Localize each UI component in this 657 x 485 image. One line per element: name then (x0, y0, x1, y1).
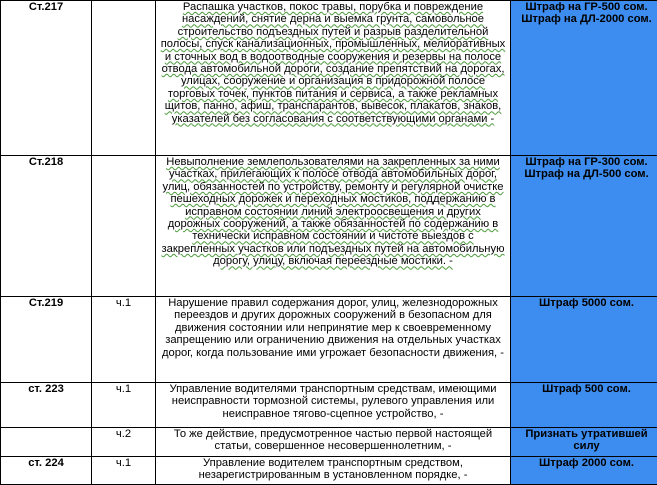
description-text: Невыполнение землепользователями на закрепленных за ними участках, прилегающих к полосе отвода автомобильных дорог, улиц, обязанностей по устройству, ремонту и регулярной очистке пешеходных дорожек и переходных мостиков, поддержанию в исправном состоянии линий электроосвещения и других дорожных сооружений, а также обязанностей по содержанию в технически исправном состоянии и чистоте выездов с закрепленных участков или подъездных путей на автомобильную дорогу, улицу, включая переездные мостики. - (162, 156, 505, 267)
table-row (1, 1, 657, 156)
part-cell: ч.1 (92, 383, 156, 428)
penalty-line: Штраф на ГР-500 сом. (513, 1, 657, 13)
article-cell: Ст.217 (1, 1, 92, 156)
penalty-cell (511, 1, 657, 156)
part-cell (92, 156, 156, 297)
penalty-line: Штраф 2000 сом. (513, 457, 657, 469)
description-cell: Управление водителями транспортным средствам, имеющими неисправности тормозной системы, рулевого управления или неисправное тягово-сцепное устройство, - (156, 383, 511, 428)
penalty-cell (511, 428, 657, 457)
penalty-line: Штраф на ГР-300 сом. (513, 156, 657, 168)
description-cell (156, 156, 511, 297)
article-cell: Ст.219 (1, 297, 92, 383)
penalty-line: Штраф 500 сом. (513, 383, 657, 395)
penalty-line: Штраф на ДЛ-500 сом. (513, 168, 657, 180)
penalty-line: Штраф на ДЛ-2000 сом. (513, 13, 657, 25)
table-row (1, 383, 657, 428)
part-cell: ч.1 (92, 297, 156, 383)
article-cell: ст. 224 (1, 457, 92, 485)
article-cell: ст. 223 (1, 383, 92, 428)
description-cell: Нарушение правил содержания дорог, улиц, железнодорожных переездов и других дорожных сооружений в безопасном для движения состоянии или непринятие мер к своевременному запрещению или ограничению движения на отдельных участках дорог, когда пользование ими угрожает безопасности движения, - (156, 297, 511, 383)
part-cell: ч.2 (92, 428, 156, 457)
description-cell: То же действие, предусмотренное частью первой настоящей статьи, совершенное несовершеннолетним, - (156, 428, 511, 457)
description-cell (156, 1, 511, 156)
description-text: Распашка участков, покос травы, порубка и повреждение насаждений, снятие дерна и выемка грунта, самовольное строительство подъездных путей и разрыв разделительной полосы, спуск канализационных, промышленных, мелиоративных и сточных вод в водоотводные сооружения и резервы на полосе отвода автомобильной дороги, создание препятствий на дорогах, улицах, сооружение и организация в придорожной полосе торговых точек, пунктов питания и сервиса, а также рекламных щитов, панно, афиш, транспарантов, вывесок, плакатов, знаков, указателей без согласования с соответствующими органами - (161, 1, 506, 125)
article-cell (1, 428, 92, 457)
penalty-cell (511, 156, 657, 297)
description-cell: Управление водителем транспортным средством, незарегистрированным в установленном порядке, - (156, 457, 511, 485)
penalty-line: Признать утратившей силу (513, 428, 657, 453)
table-row (1, 457, 657, 485)
penalty-cell (511, 297, 657, 383)
table-row (1, 428, 657, 457)
part-cell: ч.1 (92, 457, 156, 485)
penalty-line: Штраф 5000 сом. (513, 297, 657, 309)
table-row (1, 297, 657, 383)
penalty-cell (511, 383, 657, 428)
part-cell (92, 1, 156, 156)
table-row (1, 156, 657, 297)
penalty-cell (511, 457, 657, 485)
article-cell: Ст.218 (1, 156, 92, 297)
